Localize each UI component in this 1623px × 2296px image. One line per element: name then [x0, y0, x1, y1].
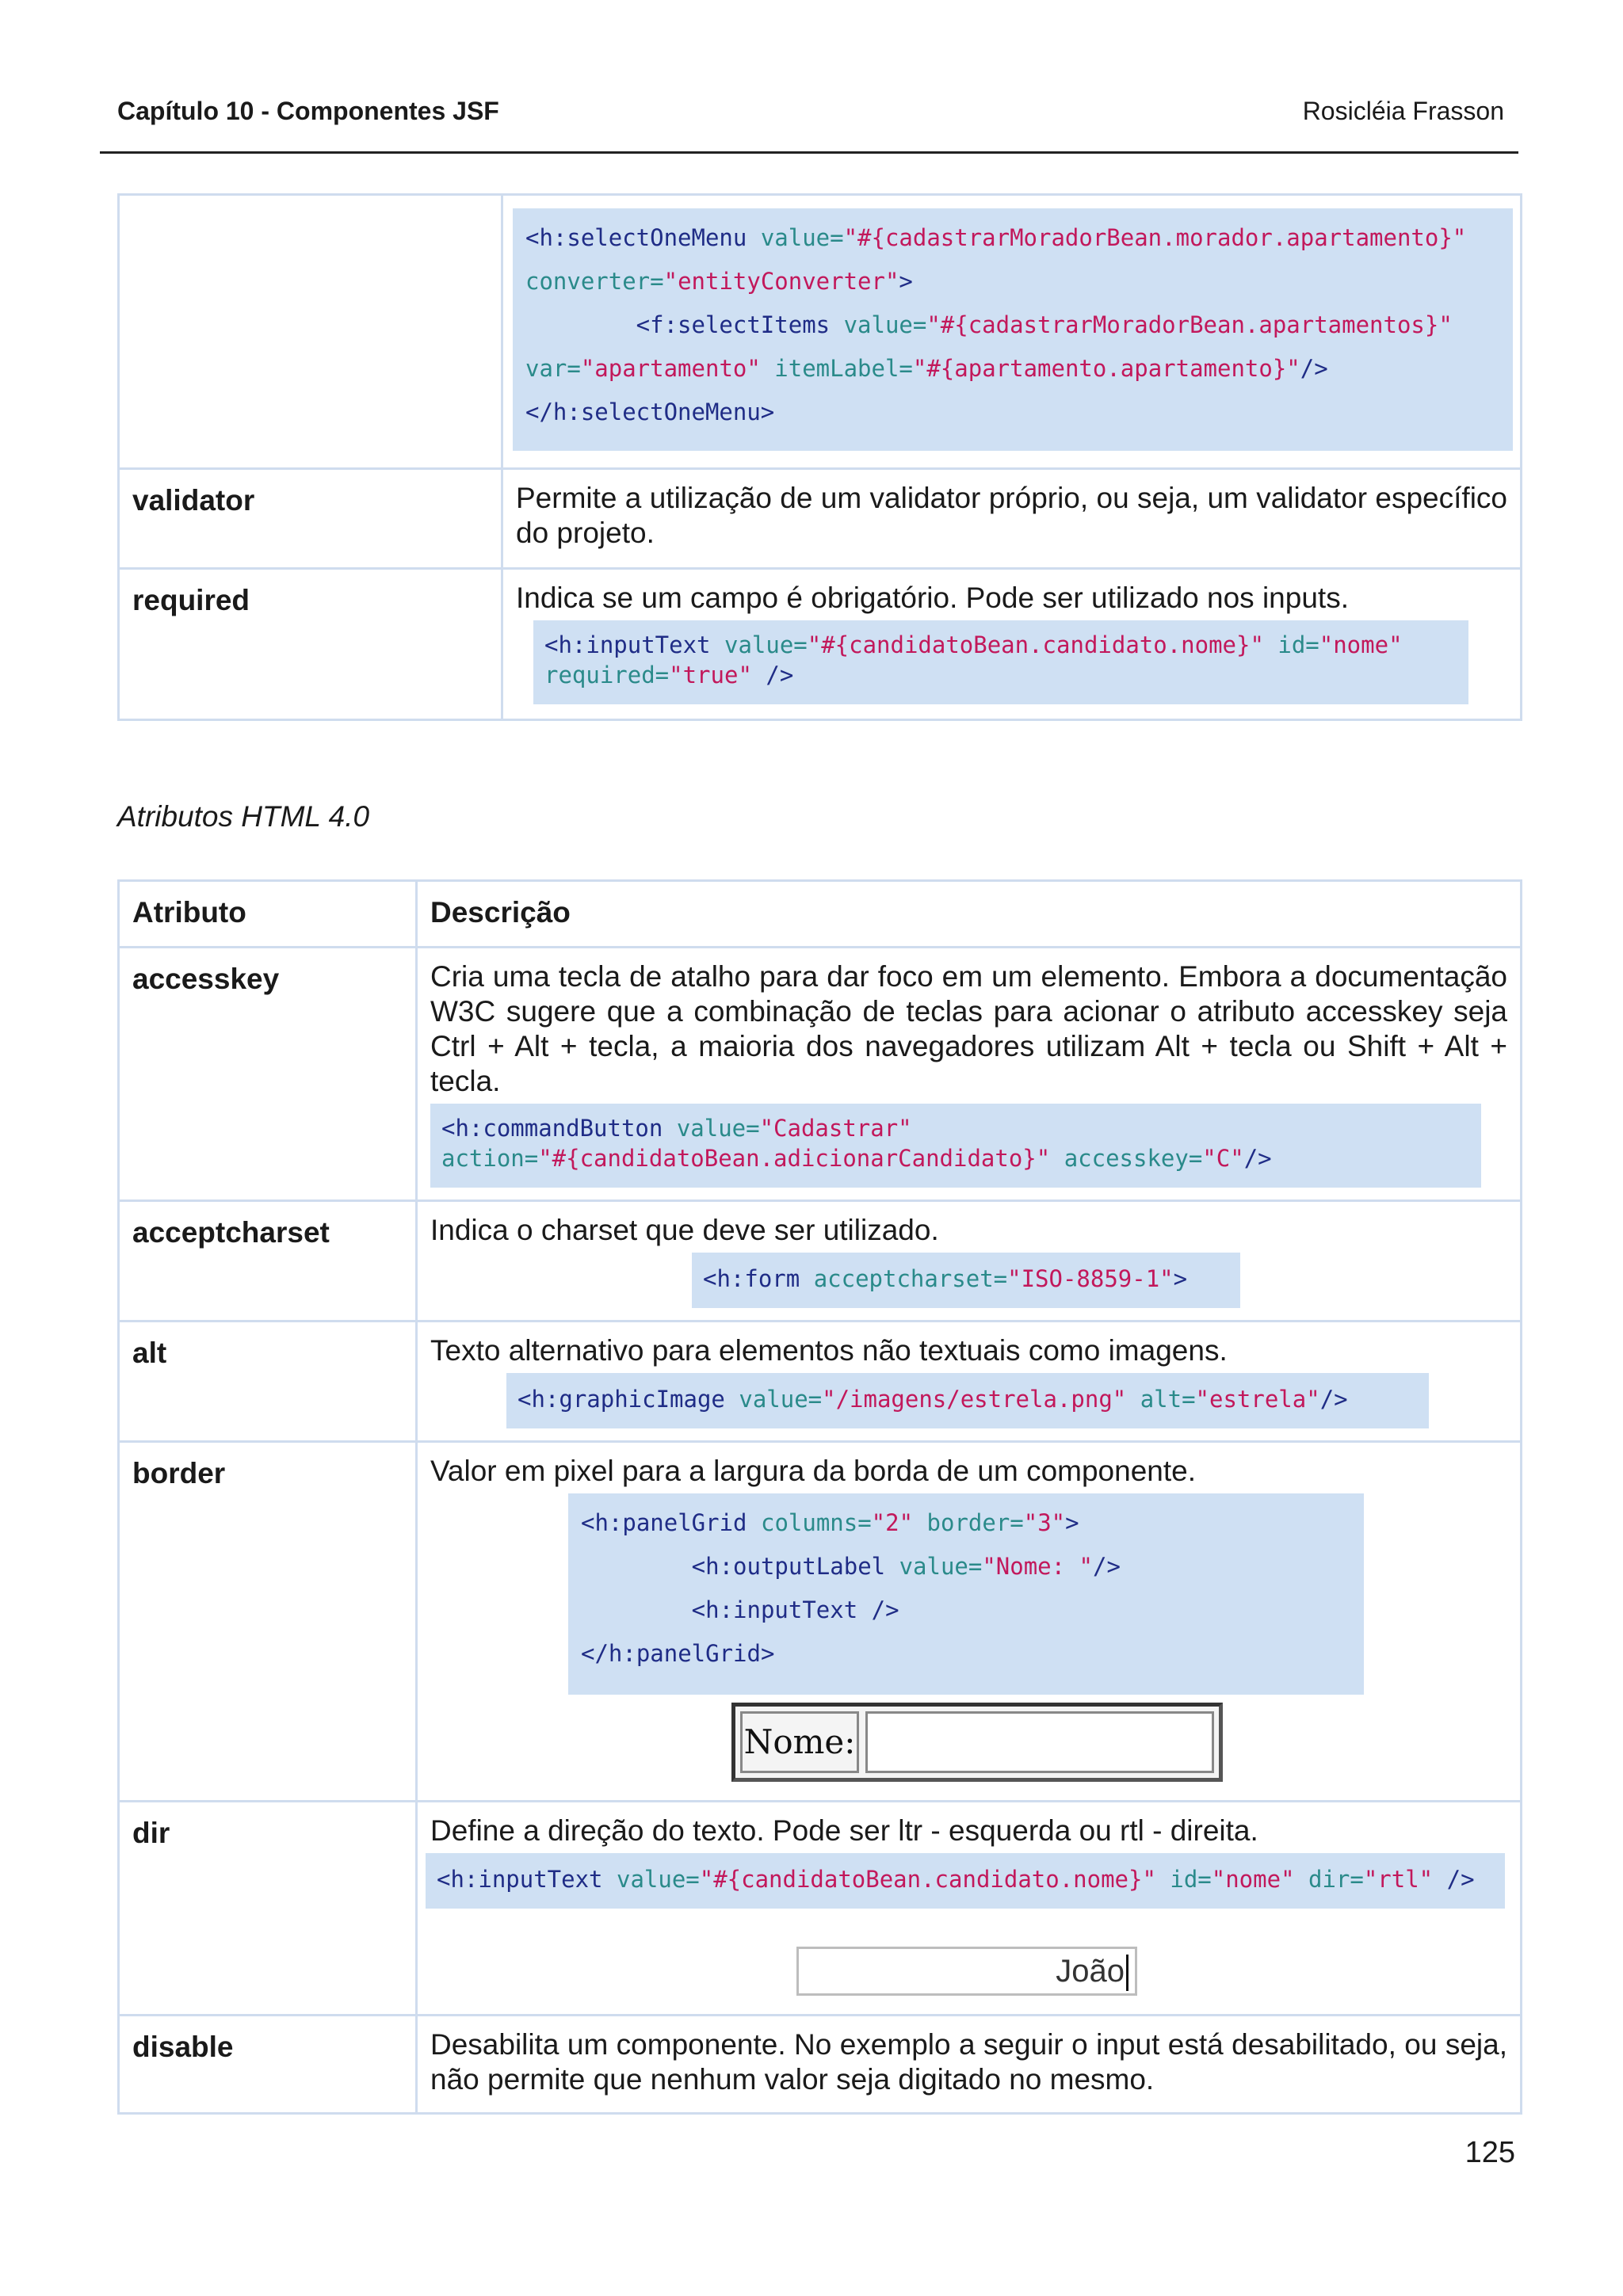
attribute-description: Desabilita um componente. No exemplo a seguir o input está desabilitado, ou seja, não permite que nenhum valor seja digitado no mesmo. — [417, 2016, 1522, 2114]
header-divider — [100, 151, 1518, 154]
table-row — [119, 1802, 1522, 2016]
code-snippet — [568, 1493, 1364, 1695]
attribute-name: acceptcharset — [119, 1201, 417, 1322]
attribute-name: alt — [119, 1322, 417, 1442]
nome-input-example — [865, 1711, 1214, 1773]
code-line: converter="entityConverter"> — [525, 268, 913, 295]
attribute-name: dir — [119, 1802, 417, 2016]
attribute-description: Texto alternativo para elementos não textuais como imagens. — [430, 1334, 1228, 1367]
text-caret — [1126, 1955, 1128, 1991]
code-line: action="#{candidatoBean.adicionarCandidato}" accesskey="C"/> — [441, 1145, 1272, 1172]
code-line: </h:panelGrid> — [581, 1640, 775, 1667]
table-row — [119, 469, 1522, 569]
code-line: <h:inputText value="#{candidatoBean.candidato.nome}" id="nome" dir="rtl" /> — [437, 1866, 1475, 1893]
chapter-title: Capítulo 10 - Componentes JSF — [117, 97, 499, 125]
code-line: <h:selectOneMenu value="#{cadastrarMoradorBean.morador.apartamento}" — [525, 224, 1467, 251]
table-header-row — [119, 881, 1522, 948]
table-row — [119, 195, 1522, 469]
attributes-table-continued — [117, 193, 1522, 721]
author-name: Rosicléia Frasson — [1302, 97, 1504, 125]
attribute-description: Define a direção do texto. Pode ser ltr - esquerda ou rtl - direita. — [430, 1814, 1258, 1847]
attribute-description: Permite a utilização de um validator próprio, ou seja, um validator específico do projeto. — [502, 469, 1522, 569]
code-line: <h:inputText /> — [581, 1596, 899, 1623]
attribute-name: accesskey — [119, 948, 417, 1201]
rtl-input-value: João — [1056, 1954, 1125, 1989]
code-line: <h:commandButton value="Cadastrar" — [441, 1115, 912, 1142]
code-snippet — [430, 1104, 1481, 1188]
column-header-description: Descrição — [417, 881, 1522, 948]
code-snippet — [426, 1853, 1505, 1909]
code-snippet — [533, 620, 1468, 704]
table-row — [119, 1442, 1522, 1802]
rtl-input-example — [796, 1947, 1137, 1996]
column-header-attribute: Atributo — [119, 881, 417, 948]
code-snippet — [506, 1373, 1429, 1428]
table-row — [119, 2016, 1522, 2114]
code-line: <h:outputLabel value="Nome: "/> — [581, 1553, 1121, 1580]
attribute-description: Valor em pixel para a largura da borda de um componente. — [430, 1455, 1196, 1487]
attribute-name: disable — [119, 2016, 417, 2114]
table-row — [119, 1322, 1522, 1442]
code-snippet — [513, 208, 1513, 451]
nome-label: Nome: — [740, 1711, 859, 1773]
attribute-description: Cria uma tecla de atalho para dar foco em um elemento. Embora a documentação W3C sugere que a combinação de teclas para acionar o atributo accesskey seja Ctrl + Alt + tecla, a maioria dos navegadores utilizam Alt + tecla ou Shift + Alt + tecla. — [430, 960, 1507, 1097]
attribute-name: border — [119, 1442, 417, 1802]
table-row — [119, 569, 1522, 720]
attribute-description: Indica o charset que deve ser utilizado. — [430, 1214, 939, 1246]
attribute-name: validator — [119, 469, 502, 569]
attribute-name: required — [119, 569, 502, 720]
html-attributes-table — [117, 879, 1522, 2115]
attribute-description: Indica se um campo é obrigatório. Pode ser utilizado nos inputs. — [516, 582, 1349, 614]
table-row — [119, 948, 1522, 1201]
table-row — [119, 1201, 1522, 1322]
code-line: required="true" /> — [544, 662, 794, 688]
code-line: </h:selectOneMenu> — [525, 399, 775, 425]
code-line: <f:selectItems value="#{cadastrarMoradorBean.apartamentos}" — [525, 311, 1453, 338]
code-snippet — [692, 1253, 1240, 1308]
page-number: 125 — [1465, 2136, 1515, 2169]
code-line: <h:graphicImage value="/imagens/estrela.png" alt="estrela"/> — [517, 1386, 1348, 1413]
code-line: <h:panelGrid columns="2" border="3"> — [581, 1509, 1079, 1536]
code-line: <h:inputText value="#{candidatoBean.candidato.nome}" id="nome" — [544, 631, 1403, 658]
section-title: Atributos HTML 4.0 — [117, 800, 370, 833]
code-line: <h:form acceptcharset="ISO-8859-1"> — [703, 1265, 1188, 1292]
code-line: var="apartamento" itemLabel="#{apartamento.apartamento}"/> — [525, 355, 1328, 382]
panelgrid-border-example — [731, 1703, 1223, 1782]
attribute-name — [119, 195, 502, 469]
